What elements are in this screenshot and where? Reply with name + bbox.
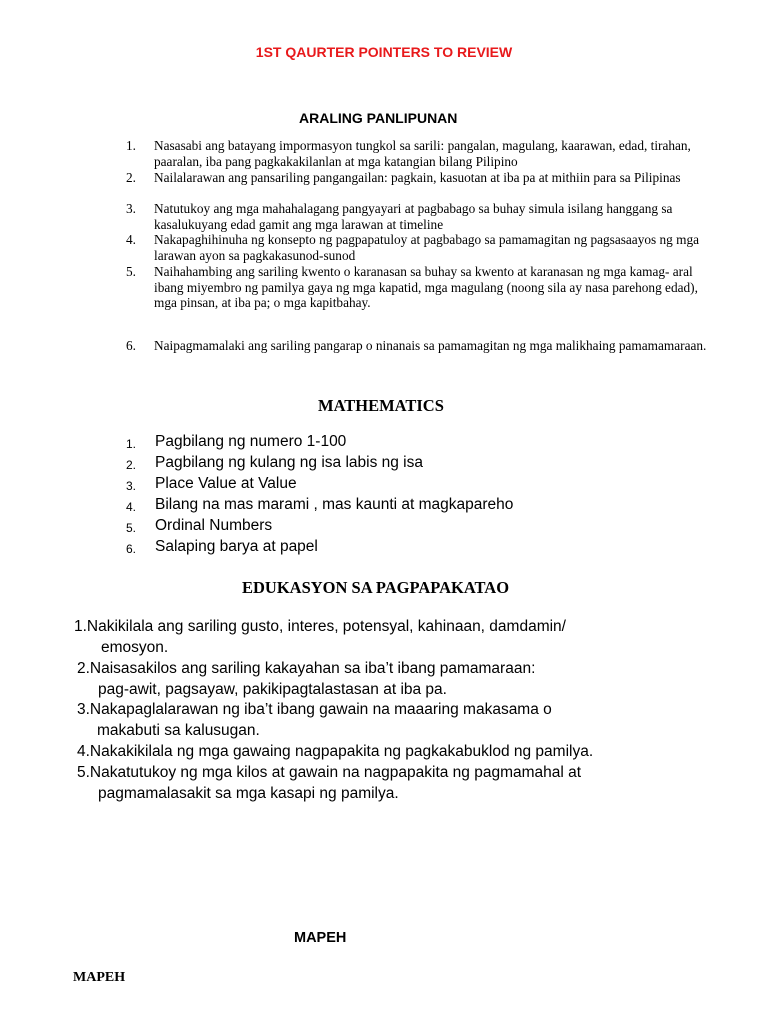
list-item-number: 1. <box>126 437 137 451</box>
list-item-number: 1. <box>126 138 136 153</box>
list-item: 2.Naisasakilos ang sariling kakayahan sa iba’t ibang pamamaraan: <box>77 660 536 677</box>
list-item-continuation: pag-awit, pagsayaw, pakikipagtalastasan at iba pa. <box>98 681 447 698</box>
list-item-number: 6. <box>126 338 136 353</box>
list-item-number: 3. <box>126 201 136 216</box>
list-item: Naihahambing ang sariling kwento o karanasan sa buhay sa kwento at karanasan ng mga kamag- aral ibang miyembro ng pamilya gaya ng mga kapatid, mga magulang (noong sila ay nasa parehong edad), mga pinsan, at iba pa; o mga kapitbahay. <box>154 264 698 310</box>
list-item-number: 4. <box>126 500 137 514</box>
list-item: Ordinal Numbers <box>155 517 273 534</box>
list-item-number: 4. <box>126 232 136 247</box>
list-item-number: 2. <box>126 170 136 185</box>
esp-heading: EDUKASYON SA PAGPAPAKATAO <box>242 578 510 597</box>
list-item: Pagbilang ng numero 1-100 <box>155 433 347 450</box>
list-item: Place Value at Value <box>155 475 297 492</box>
list-item-number: 5. <box>126 521 137 535</box>
list-item: 4.Nakakikilala ng mga gawaing nagpapakita ng pagkakabuklod ng pamilya. <box>77 743 594 760</box>
araling-panlipunan-heading: ARALING PANLIPUNAN <box>299 110 458 126</box>
list-item-number: 6. <box>126 542 137 556</box>
list-item: Natutukoy ang mga mahahalagang pangyayari at pagbabago sa buhay simula isilang hanggang sa kasalukuyang edad gamit ang mga larawan at timeline <box>154 201 673 232</box>
list-item-continuation: emosyon. <box>101 639 169 656</box>
list-item-continuation: makabuti sa kalusugan. <box>97 722 260 739</box>
list-item: 1.Nakikilala ang sariling gusto, interes, potensyal, kahinaan, damdamin/ <box>74 618 566 635</box>
mapeh-heading: MAPEH <box>294 930 347 946</box>
list-item-number: 5. <box>126 264 136 279</box>
mathematics-heading: MATHEMATICS <box>318 396 444 415</box>
list-item: 3.Nakapaglalarawan ng iba’t ibang gawain na maaaring makasama o <box>77 701 552 718</box>
list-item: Naipagmamalaki ang sariling pangarap o ninanais sa pamamagitan ng mga malikhaing pamamamaraan. <box>154 338 707 353</box>
list-item-continuation: pagmamalasakit sa mga kasapi ng pamilya. <box>98 785 399 802</box>
mapeh-subheading: MAPEH <box>73 970 126 985</box>
list-item: Salaping barya at papel <box>155 538 318 555</box>
list-item: Nailalarawan ang pansariling pangangailan: pagkain, kasuotan at iba pa at mithiin para sa Pilipinas <box>154 170 681 185</box>
list-item: Nasasabi ang batayang impormasyon tungkol sa sarili: pangalan, magulang, kaarawan, edad, tirahan, paaralan, iba pang pagkakakilanlan at mga katangian bilang Pilipino <box>154 138 691 169</box>
list-item: Pagbilang ng kulang ng isa labis ng isa <box>155 454 423 471</box>
list-item: 5.Nakatutukoy ng mga kilos at gawain na nagpapakita ng pagmamahal at <box>77 764 582 781</box>
list-item-number: 3. <box>126 479 137 493</box>
list-item: Nakapaghihinuha ng konsepto ng pagpapatuloy at pagbabago sa pamamagitan ng pagsasaayos ng mga larawan ayon sa pagkakasunod-sunod <box>154 232 700 263</box>
list-item: Bilang na mas marami , mas kaunti at magkapareho <box>155 496 514 513</box>
document-title: 1ST QAURTER POINTERS TO REVIEW <box>255 44 513 60</box>
list-item-number: 2. <box>126 458 137 472</box>
